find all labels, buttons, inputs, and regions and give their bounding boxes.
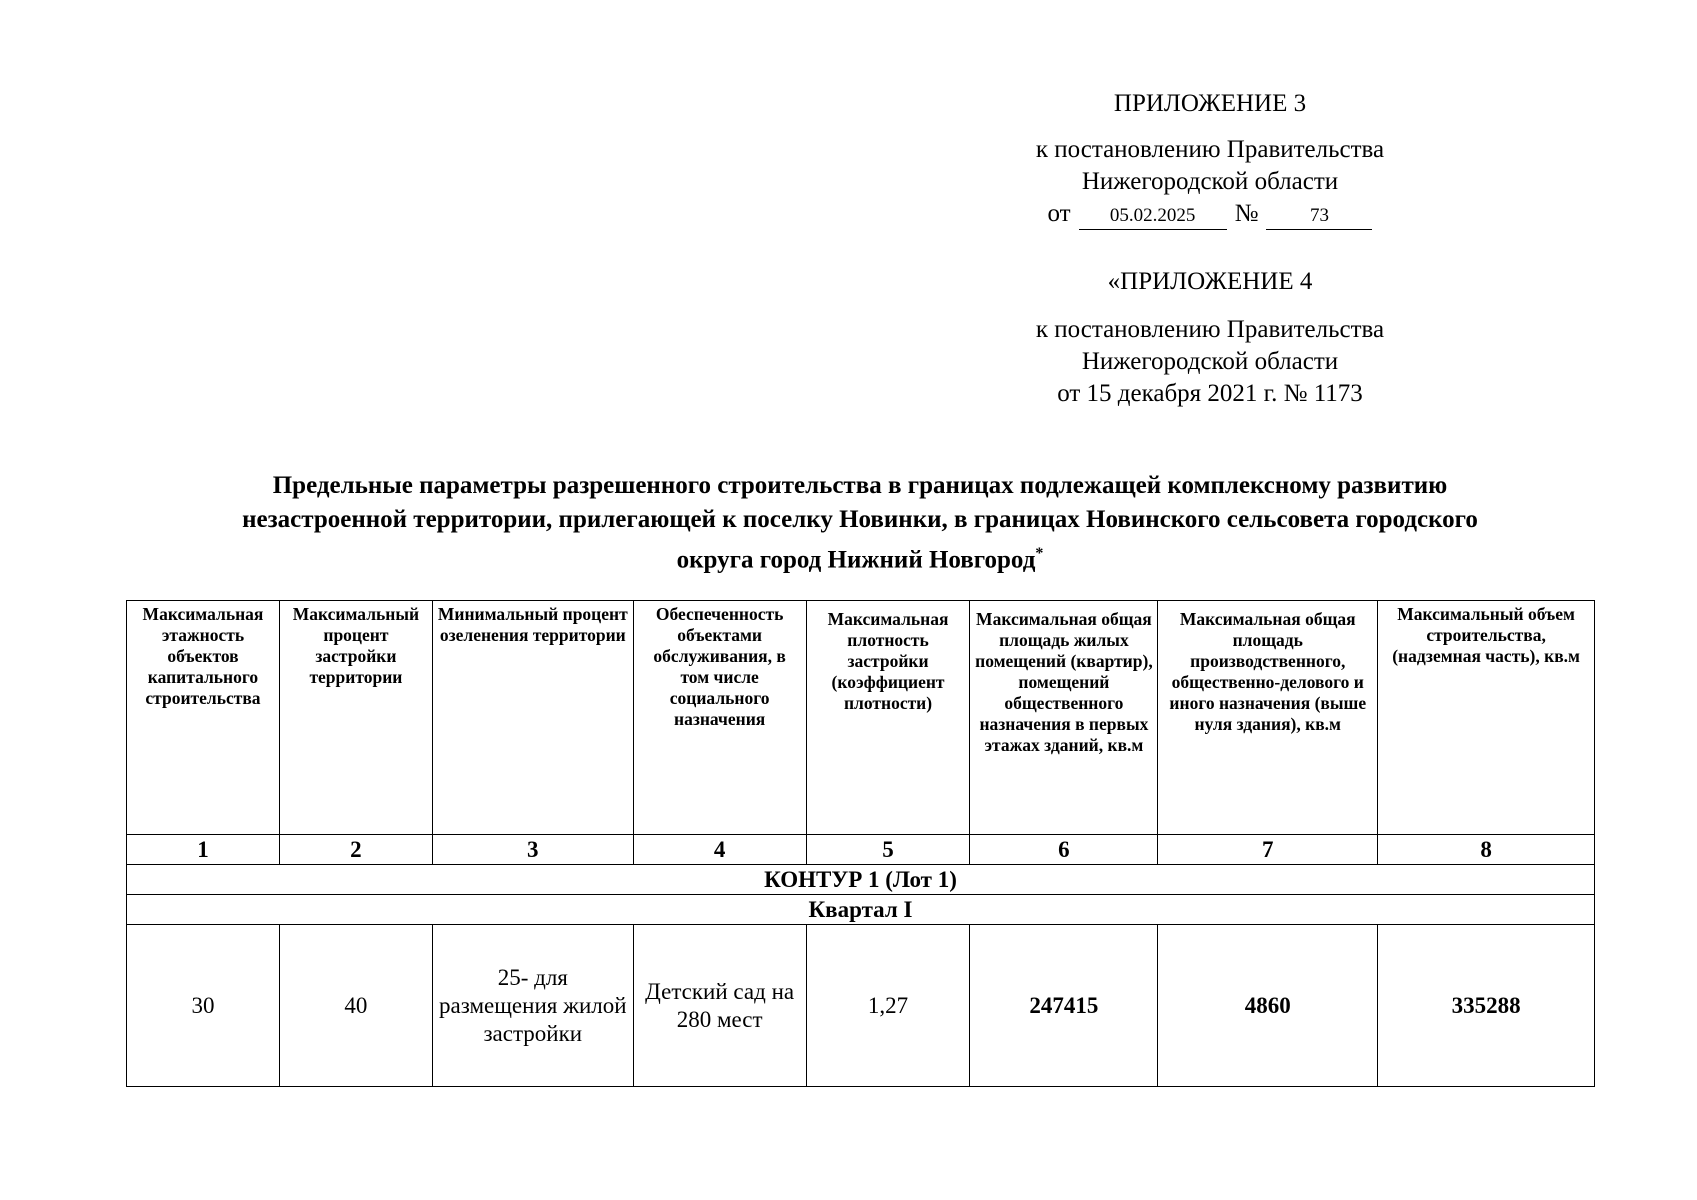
column-number: 4	[633, 835, 806, 865]
column-header: Максимальный процент застройки территории	[279, 601, 432, 835]
appendix-4-line-1: к постановлению Правительства	[1035, 316, 1385, 343]
column-number-row	[127, 835, 1595, 865]
document-title-line-2: незастроенной территории, прилегающей к поселку Новинки, в границах Новинского сельсовета городского	[242, 506, 1478, 533]
column-number: 8	[1378, 835, 1595, 865]
residential-area-cell: 247415	[970, 925, 1158, 1087]
column-header: Максимальный объем строительства, (надземная часть), кв.м	[1378, 601, 1595, 835]
column-number: 7	[1158, 835, 1378, 865]
min-greening-percent-cell: 25- для размещения жилой застройки	[432, 925, 633, 1087]
appendix-3-title: ПРИЛОЖЕНИЕ 3	[1113, 90, 1307, 117]
appendix-4-line-2: Нижегородской области	[1081, 348, 1339, 375]
from-label: от	[1047, 200, 1071, 227]
parameters-table	[126, 600, 1595, 1087]
column-header: Обеспеченность объектами обслуживания, в том числе социального назначения	[633, 601, 806, 835]
footnote-mark: *	[1035, 545, 1044, 562]
document-title-line-3: округа город Нижний Новгород	[676, 546, 1036, 574]
appendix-3-signature-line	[1000, 198, 1420, 230]
service-facilities-cell: Детский сад на 280 мест	[633, 925, 806, 1087]
decree-number: 73	[1266, 203, 1372, 230]
column-number: 6	[970, 835, 1158, 865]
appendix-4-title: «ПРИЛОЖЕНИЕ 4	[1107, 268, 1313, 295]
column-header: Максимальная этажность объектов капитального строительства	[127, 601, 280, 835]
number-sign: №	[1234, 200, 1259, 227]
column-header: Максимальная общая площадь производственного, общественно-делового и иного назначения (выше нуля здания), кв.м	[1158, 601, 1378, 835]
column-number: 3	[432, 835, 633, 865]
table-header-row	[127, 601, 1595, 835]
column-number: 2	[279, 835, 432, 865]
max-building-percent-cell: 40	[279, 925, 432, 1087]
column-number: 5	[806, 835, 970, 865]
density-coefficient-cell: 1,27	[806, 925, 970, 1087]
document-title-line-1: Предельные параметры разрешенного строительства в границах подлежащей комплексному развитию	[272, 472, 1448, 499]
column-header: Минимальный процент озеленения территории	[432, 601, 633, 835]
quarter-label: Квартал I	[127, 895, 1595, 925]
construction-volume-cell: 335288	[1378, 925, 1595, 1087]
appendix-4-line-3: от 15 декабря 2021 г. № 1173	[1057, 380, 1363, 407]
column-number: 1	[127, 835, 280, 865]
column-header: Максимальная плотность застройки (коэффициент плотности)	[806, 601, 970, 835]
max-floors-cell: 30	[127, 925, 280, 1087]
contour-label: КОНТУР 1 (Лот 1)	[127, 865, 1595, 895]
document-title	[120, 469, 1600, 577]
appendix-3-block	[1000, 88, 1420, 230]
appendix-3-line-2: Нижегородской области	[1081, 168, 1339, 195]
quarter-row	[127, 895, 1595, 925]
table-row	[127, 925, 1595, 1087]
appendix-4-block	[1000, 266, 1420, 410]
appendix-3-line-1: к постановлению Правительства	[1035, 136, 1385, 163]
non-residential-area-cell: 4860	[1158, 925, 1378, 1087]
column-header: Максимальная общая площадь жилых помещений (квартир), помещений общественного назначения в первых этажах зданий, кв.м	[970, 601, 1158, 835]
decree-date: 05.02.2025	[1079, 203, 1227, 230]
contour-row	[127, 865, 1595, 895]
